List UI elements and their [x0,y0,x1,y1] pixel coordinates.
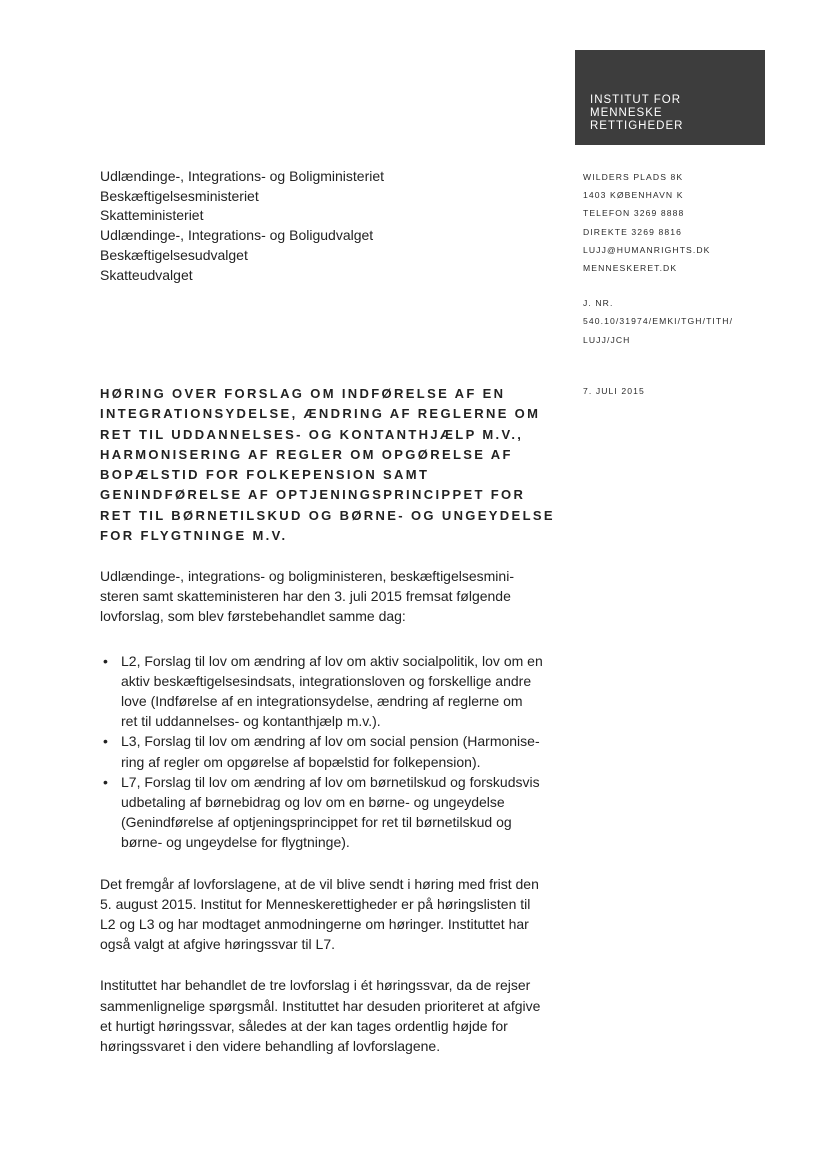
text-line: 5. august 2015. Institut for Menneskerettigheder er på høringslisten til [100,895,531,912]
bill-list [100,651,580,853]
logo-line: INSTITUT FOR [590,94,682,106]
text-line: ring af regler om opgørelse af bopælstid for folkepension). [121,753,481,770]
text-line: udbetaling af børnebidrag og lov om en børne- og ungeydelse [121,794,505,811]
letter-body [100,566,580,1056]
address-line: WILDERS PLADS 8K [583,172,684,182]
text-line: aktiv beskæftigelsesindsats, integrationsloven og forskellige andre [121,672,532,689]
logo-line: RETTIGHEDER [590,120,684,132]
recipient: Udlændinge-, Integrations- og Boligudvalget [100,227,374,244]
bullet-marker: • [103,733,108,750]
title-line: INTEGRATIONSYDELSE, ÆNDRING AF REGLERNE OM [100,406,541,422]
title-line: FOR FLYGTNINGE M.V. [100,528,288,544]
journal-label: J. NR. [583,298,614,309]
list-item [100,772,580,853]
title-line: GENINDFØRELSE AF OPTJENINGSPRINCIPPET FOR [100,487,526,503]
text-line: et hurtigt høringssvar, således at der kan tages ordentlig højde for [100,1017,508,1034]
text-line: (Genindførelse af optjeningsprincippet for ret til børnetilskud og [121,814,512,831]
text-line: L2 og L3 og har modtaget anmodningerne om høringer. Instituttet har [100,916,529,933]
contact-sidebar [583,168,733,349]
list-item [100,731,580,771]
recipient-list [100,167,384,285]
list-item [100,651,580,732]
text-line: L7, Forslag til lov om ændring af lov om børnetilskud og forskudsvis [121,773,540,790]
text-line: også valgt at afgive høringssvar til L7. [100,936,336,953]
journal-number: LUJJ/JCH [583,334,631,345]
text-line: sammenlignelige spørgsmål. Instituttet har desuden prioriteret at afgive [100,997,541,1014]
text-line: Instituttet har behandlet de tre lovforslag i ét høringssvar, da de rejser [100,977,531,994]
text-line: lovforslag, som blev førstebehandlet samme dag: [100,608,406,625]
text-line: Udlændinge-, integrations- og boligministeren, beskæftigelsesmini- [100,568,514,584]
title-line: RET TIL BØRNETILSKUD OG BØRNE- OG UNGEYDELSE [100,507,555,523]
address-line: 1403 KØBENHAVN K [583,190,684,201]
bullet-marker: • [103,652,108,669]
title-line: RET TIL UDDANNELSES- OG KONTANTHJÆLP M.V., [100,426,524,442]
text-line: L3, Forslag til lov om ændring af lov om social pension (Harmonise- [121,733,540,750]
text-line: høringssvaret i den videre behandling af lovforslagene. [100,1038,441,1055]
recipient: Beskæftigelsesudvalget [100,246,248,263]
document-title [100,384,580,546]
recipient: Udlændinge-, Integrations- og Boligministeriet [100,168,385,184]
recipient: Skatteudvalget [100,266,193,283]
phone-line: TELEFON 3269 8888 [583,208,685,219]
direct-phone-line: DIREKTE 3269 8816 [583,226,682,237]
text-line: L2, Forslag til lov om ændring af lov om aktiv socialpolitik, lov om en [121,652,543,669]
text-line: steren samt skatteministeren har den 3. juli 2015 fremsat følgende [100,588,511,605]
recipient: Beskæftigelsesministeriet [100,187,259,204]
title-line: BOPÆLSTID FOR FOLKEPENSION SAMT [100,467,430,483]
title-line: HØRING OVER FORSLAG OM INDFØRELSE AF EN [100,386,506,401]
bullet-marker: • [103,773,108,790]
response-paragraph [100,975,580,1056]
intro-paragraph [100,566,580,627]
text-line: love (Indførelse af en integrationsydelse, ændring af reglerne om [121,693,523,710]
text-line: ret til uddannelses- og kontanthjælp m.v.). [121,713,381,730]
email-line: LUJJ@HUMANRIGHTS.DK [583,244,711,255]
letter-date: 7. JULI 2015 [583,386,645,396]
institute-logo [575,50,765,145]
journal-number: 540.10/31974/EMKI/TGH/TITH/ [583,316,734,327]
title-line: HARMONISERING AF REGLER OM OPGØRELSE AF [100,446,513,462]
recipient: Skatteministeriet [100,207,204,224]
deadline-paragraph [100,874,580,955]
text-line: børne- og ungeydelse for flygtninge). [121,834,350,851]
text-line: Det fremgår af lovforslagene, at de vil blive sendt i høring med frist den [100,875,539,892]
website-line: MENNESKERET.DK [583,263,678,274]
logo-line: MENNESKE [590,107,663,119]
